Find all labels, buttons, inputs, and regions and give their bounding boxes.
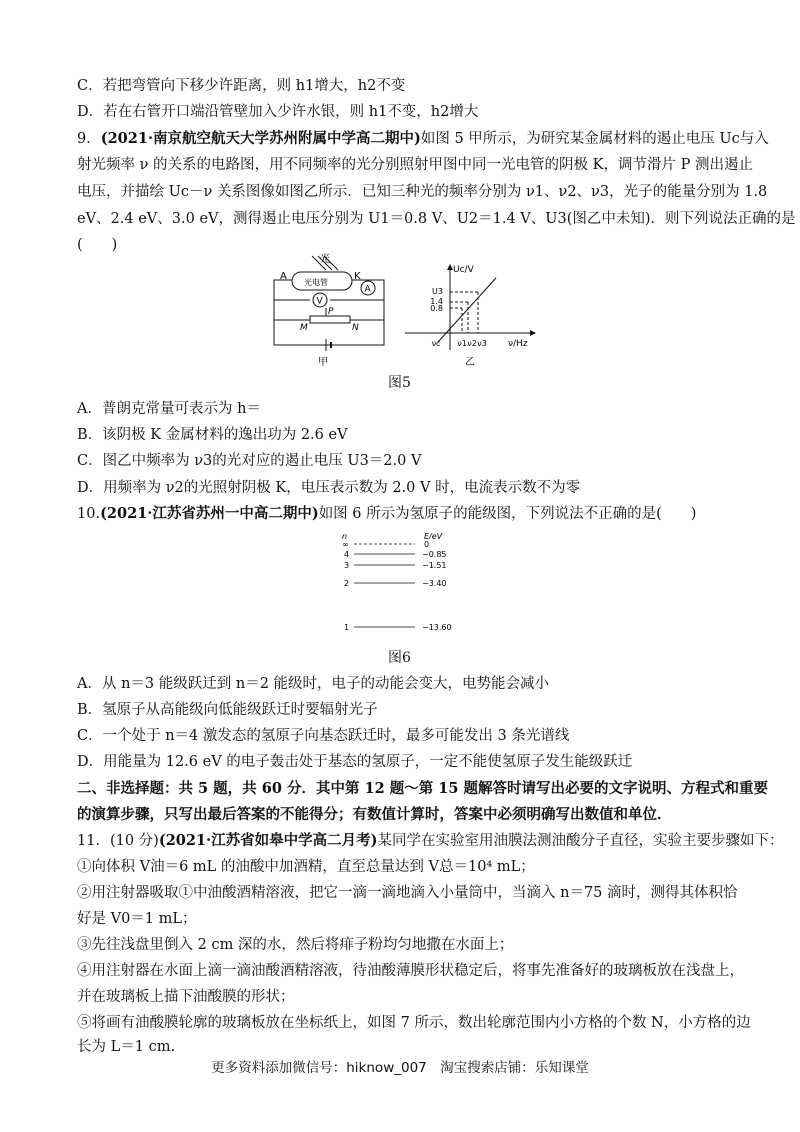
level-e-inf: 0 — [424, 540, 430, 549]
levels-head-n: n — [342, 532, 348, 541]
graph-ytick: U3 — [432, 287, 443, 296]
q11-stem-text: 某同学在实验室用油膜法测油酸分子直径，实验主要步骤如下： — [377, 833, 784, 849]
uc-nu-graph — [405, 264, 536, 350]
circuit-label-a: A — [280, 271, 287, 282]
q10-option-b: B．氢原子从高能级向低能级跃迁时要辐射光子 — [77, 702, 378, 718]
level-n-3: 3 — [344, 561, 350, 570]
q10-option-d: D．用能量为 12.6 eV 的电子轰击处于基态的氢原子，一定不能使氢原子发生能级跃迁 — [77, 754, 633, 770]
level-n-1: 1 — [344, 623, 350, 632]
q9-option-c: C．图乙中频率为 ν3的光对应的遏止电压 U3＝2.0 V — [77, 453, 422, 469]
q11-step4-line2: 并在玻璃板上描下油酸膜的形状； — [77, 989, 295, 1005]
figure-6-caption: 图6 — [388, 650, 411, 666]
q8-option-d: D．若在右管开口端沿管壁加入少许水银，则 h1不变，h2增大 — [77, 104, 479, 120]
q10-option-a: A．从 n＝3 能级跃迁到 n＝2 能级时，电子的动能会变大，电势能会减小 — [77, 676, 550, 692]
graph-ylabel: Uc/V — [453, 265, 474, 275]
circuit-caption: 甲 — [318, 357, 328, 368]
q11-number: 11． — [77, 833, 110, 849]
graph-ytick: 0.8 — [430, 304, 443, 313]
graph-xtick: νc — [431, 339, 441, 348]
circuit-label-p: P — [328, 307, 334, 317]
graph-xlabel: ν/Hz — [508, 339, 528, 349]
q10-number: 10. — [77, 506, 101, 522]
q9-option-a: A．普朗克常量可表示为 h＝ — [77, 401, 261, 417]
circuit-label-tube: 光电管 — [304, 278, 328, 287]
voltmeter-icon: V — [316, 296, 323, 307]
levels-head-e: E/eV — [424, 532, 443, 541]
figure-5 — [260, 250, 560, 370]
q10-stem — [77, 503, 696, 525]
photoelectric-circuit — [274, 256, 384, 351]
q11-step5-line2: 长为 L＝1 cm. — [77, 1039, 176, 1055]
q11-step2-line1: ②用注射器吸取①中油酸酒精溶液，把它一滴一滴地滴入小量筒中，当滴入 n＝75 滴时，测得其体积恰 — [77, 885, 738, 901]
q10-stem-text: 如图 6 所示为氢原子的能级图，下列说法不正确的是( ) — [318, 506, 697, 522]
q11-stem — [77, 830, 783, 852]
circuit-label-light: 光 — [320, 254, 330, 265]
q8-option-c: C．若把弯管向下移少许距离，则 h1增大，h2不变 — [77, 78, 406, 94]
section2-heading-line1: 二、非选择题：共 5 题，共 60 分．其中第 12 题～第 15 题解答时请写出必要的文字说明、方程式和重要 — [77, 780, 769, 797]
q11-source: (2021·江苏省如皋中学高二月考) — [158, 832, 378, 849]
page-footer: 更多资料添加微信号：hiknow_007 淘宝搜索店铺：乐知课堂 — [211, 1060, 589, 1076]
graph-xtick: ν1 — [457, 339, 467, 348]
q11-step5-line1: ⑤将画有油酸膜轮廓的玻璃板放在坐标纸上，如图 7 所示，数出轮廓范围内小方格的个数 N，小方格的边 — [77, 1015, 751, 1031]
q9-stem-line3: 电压，并描绘 Uc－ν 关系图像如图乙所示．已知三种光的频率分别为 ν1、ν2、ν3，光子的能量分别为 1.8 — [77, 184, 768, 200]
q9-number: 9． — [77, 131, 101, 147]
q11-step3: ③先往浅盘里倒入 2 cm 深的水，然后将痱子粉均匀地撒在水面上； — [77, 937, 514, 953]
level-n-4: 4 — [344, 550, 350, 559]
graph-xtick: ν3 — [477, 339, 487, 348]
q9-source: (2021·南京航空航天大学苏州附属中学高二期中) — [100, 130, 421, 147]
level-n-2: 2 — [344, 579, 350, 588]
section2-heading-line2: 的演算步骤，只写出最后答案的不能得分；有数值计算时，答案中必须明确写出数值和单位． — [77, 806, 672, 823]
q11-score: (10 分) — [109, 833, 159, 849]
q9-stem-line1 — [77, 128, 769, 150]
circuit-label-n: N — [352, 323, 359, 333]
circuit-label-m: M — [300, 323, 308, 333]
circuit-label-k: K — [354, 271, 361, 282]
q9-stem-line2: 射光频率 ν 的关系的电路图，用不同频率的光分别照射甲图中同一光电管的阴极 K，调节滑片 P 测出遏止 — [77, 157, 753, 173]
q9-stem: 如图 5 甲所示，为研究某金属材料的遏止电压 Uc与入 — [420, 131, 769, 147]
ammeter-icon: A — [364, 284, 371, 295]
q10-source: (2021·江苏省苏州一中高二期中) — [100, 505, 319, 522]
figure-5-caption: 图5 — [388, 375, 411, 391]
q11-step2-line2: 好是 V0＝1 mL； — [77, 911, 197, 927]
q9-option-d: D．用频率为 ν2的光照射阴极 K，电压表示数为 2.0 V 时，电流表示数不为零 — [77, 480, 581, 496]
level-e-2: −3.40 — [422, 579, 447, 588]
figure-6-energy-levels — [340, 530, 480, 640]
level-e-3: −1.51 — [422, 561, 447, 570]
q11-step1: ①向体积 V油＝6 mL 的油酸中加酒精，直至总量达到 V总＝10⁴ mL； — [77, 859, 535, 875]
graph-xtick: ν2 — [467, 339, 477, 348]
graph-ytick: 1.4 — [430, 297, 443, 306]
graph-caption: 乙 — [465, 357, 475, 368]
q11-step4-line1: ④用注射器在水面上滴一滴油酸酒精溶液，待油酸薄膜形状稳定后，将事先准备好的玻璃板放在浅盘上， — [77, 963, 744, 979]
q9-option-b: B．该阴极 K 金属材料的逸出功为 2.6 eV — [77, 427, 348, 443]
q9-answer-blank: ( ) — [77, 237, 118, 253]
level-n-inf: ∞ — [342, 540, 349, 549]
q9-stem-line4: eV、2.4 eV、3.0 eV，测得遏止电压分别为 U1＝0.8 V、U2＝1.4 V、U3(图乙中未知)．则下列说法正确的是 — [77, 211, 796, 227]
level-e-4: −0.85 — [422, 550, 447, 559]
q10-option-c: C．一个处于 n＝4 激发态的氢原子向基态跃迁时，最多可能发出 3 条光谱线 — [77, 728, 570, 744]
level-e-1: −13.60 — [422, 623, 452, 632]
